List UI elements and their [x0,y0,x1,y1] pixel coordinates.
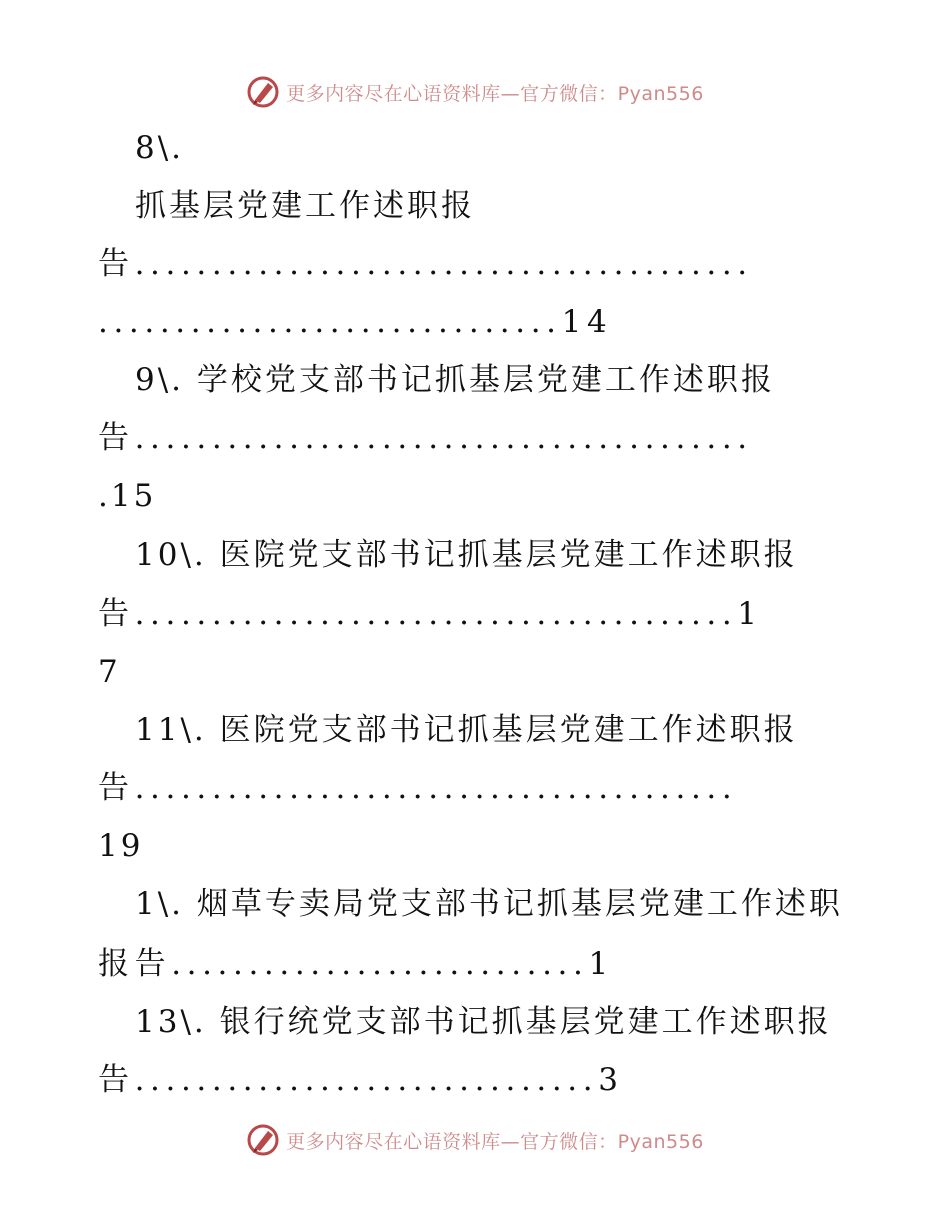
toc-line: 告....................................... [98,770,738,806]
toc-line: 11\. 医院党支部书记抓基层党建工作述职报 [135,712,798,748]
pen-circle-logo-icon [246,75,280,109]
toc-line: ..............................14 [98,304,613,340]
watermark-text: 更多内容尽在心语资料库—官方微信：Pyan556 [286,1130,704,1153]
toc-line: 7 [98,654,121,690]
toc-line: 10\. 医院党支部书记抓基层党建工作述职报 [135,537,798,573]
toc-line: 报告...........................1 [98,946,614,982]
toc-line: 告........................................ [98,246,753,282]
toc-line: 19 [98,828,144,864]
toc-line: 告........................................ [98,420,753,456]
toc-line: 8\. [135,130,185,166]
toc-line: 告.......................................1 [98,596,763,632]
header-watermark [0,72,950,112]
pen-circle-logo-icon [246,1123,280,1157]
toc-line: 9\. 学校党支部书记抓基层党建工作述职报 [135,362,775,398]
toc-line: 告..............................3 [98,1062,624,1098]
footer-watermark [0,1120,950,1160]
toc-line: 抓基层党建工作述职报 [135,188,475,224]
toc-line: 13\. 银行统党支部书记抓基层党建工作述职报 [135,1004,832,1040]
watermark-text: 更多内容尽在心语资料库—官方微信：Pyan556 [286,82,704,105]
toc-line: .15 [98,478,157,514]
toc-line: 1\. 烟草专卖局党支部书记抓基层党建工作述职 [135,886,843,922]
